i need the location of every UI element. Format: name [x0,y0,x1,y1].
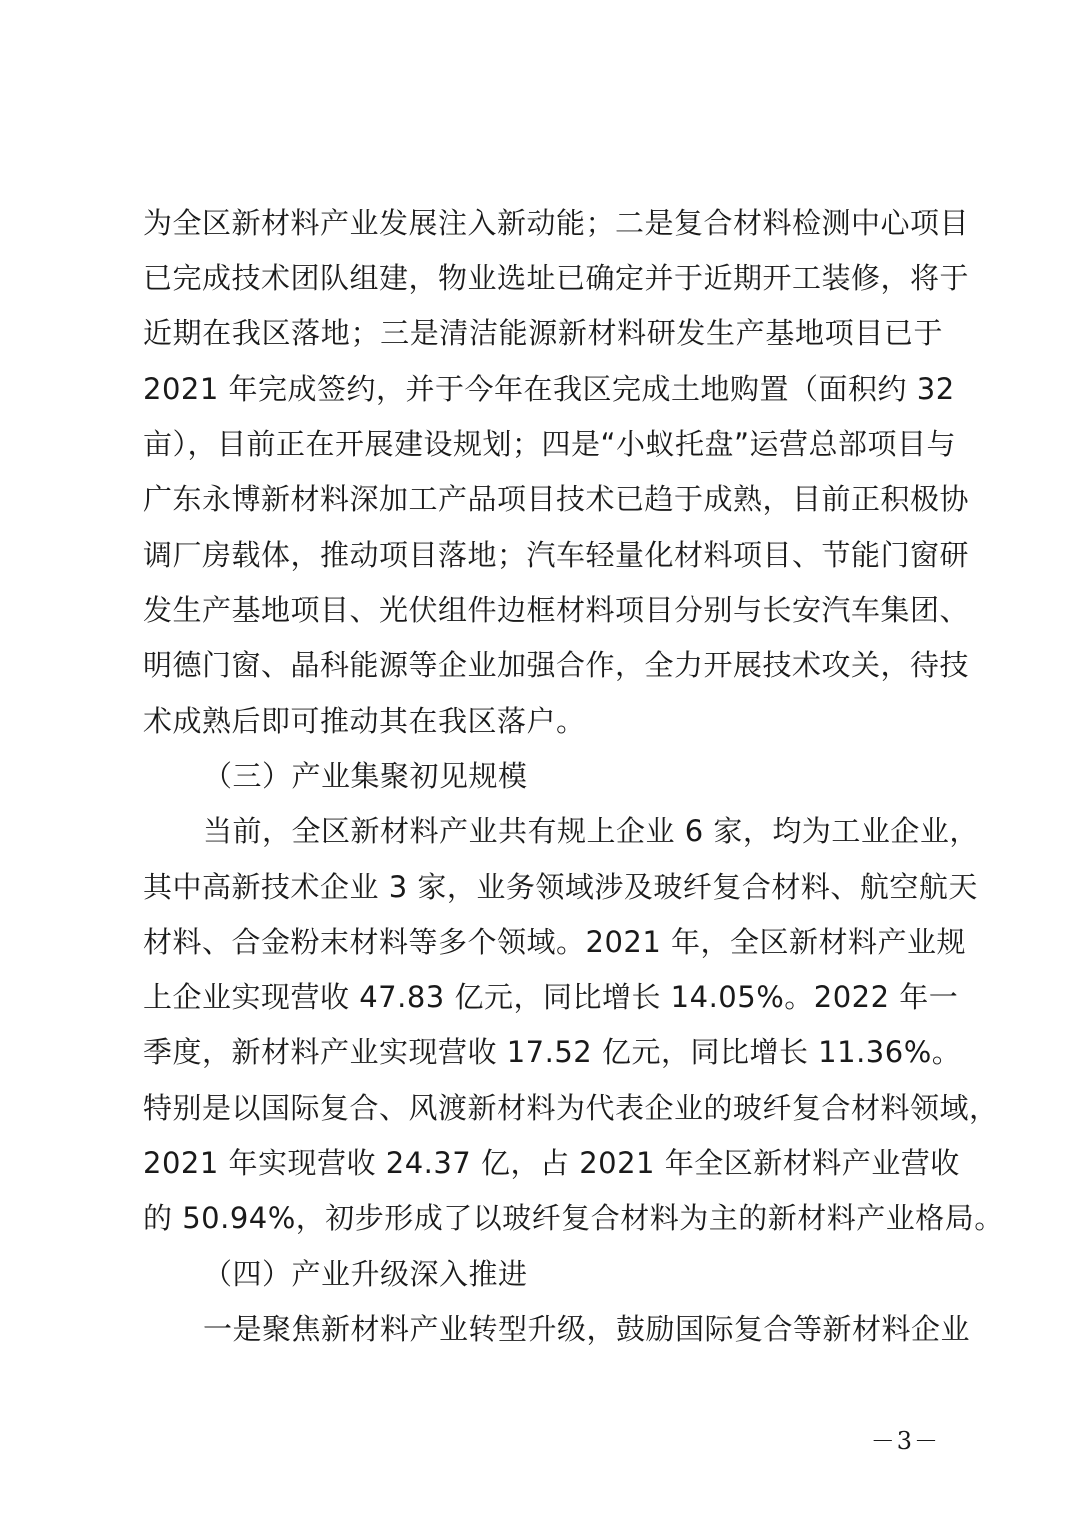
paragraph-line: 特别是以国际复合、风渡新材料为代表企业的玻纤复合材料领域， [143,1091,999,1125]
paragraph-line: 已完成技术团队组建，物业选址已确定并于近期开工装修，将于 [143,261,970,295]
paragraph-line: 2021 年实现营收 24.37 亿，占 2021 年全区新材料产业营收 [143,1146,960,1180]
paragraph-line: 调厂房载体，推动项目落地；汽车轻量化材料项目、节能门窗研 [143,538,970,572]
paragraph-line: 亩），目前正在开展建设规划；四是“小蚁托盘”运营总部项目与 [143,427,957,461]
paragraph-line: 材料、合金粉末材料等多个领域。2021 年，全区新材料产业规 [143,925,967,959]
paragraph-line: 广东永博新材料深加工产品项目技术已趋于成熟，目前正积极协 [143,482,970,516]
section-heading-4: （四）产业升级深入推进 [203,1257,528,1291]
paragraph-line: 2021 年完成签约，并于今年在我区完成土地购置（面积约 32 [143,372,955,406]
paragraph-line: 当前，全区新材料产业共有规上企业 6 家，均为工业企业， [203,814,979,848]
paragraph-line: 近期在我区落地；三是清洁能源新材料研发生产基地项目已于 [143,316,943,350]
paragraph-line: 为全区新材料产业发展注入新动能；二是复合材料检测中心项目 [143,206,970,240]
paragraph-line: 的 50.94%，初步形成了以玻纤复合材料为主的新材料产业格局。 [143,1201,1004,1235]
page-number: －3－ [870,1427,940,1455]
paragraph-line: 上企业实现营收 47.83 亿元，同比增长 14.05%。2022 年一 [143,980,959,1014]
paragraph-line: 其中高新技术企业 3 家，业务领域涉及玻纤复合材料、航空航天 [143,870,978,904]
paragraph-line: 术成熟后即可推动其在我区落户。 [143,704,586,738]
paragraph-line: 发生产基地项目、光伏组件边框材料项目分别与长安汽车集团、 [143,593,970,627]
paragraph-line: 季度，新材料产业实现营收 17.52 亿元，同比增长 11.36%。 [143,1035,962,1069]
paragraph-line: 明德门窗、晶科能源等企业加强合作，全力开展技术攻关，待技 [143,648,970,682]
paragraph-line: 一是聚焦新材料产业转型升级，鼓励国际复合等新材料企业 [203,1312,971,1346]
section-heading-3: （三）产业集聚初见规模 [203,759,528,793]
